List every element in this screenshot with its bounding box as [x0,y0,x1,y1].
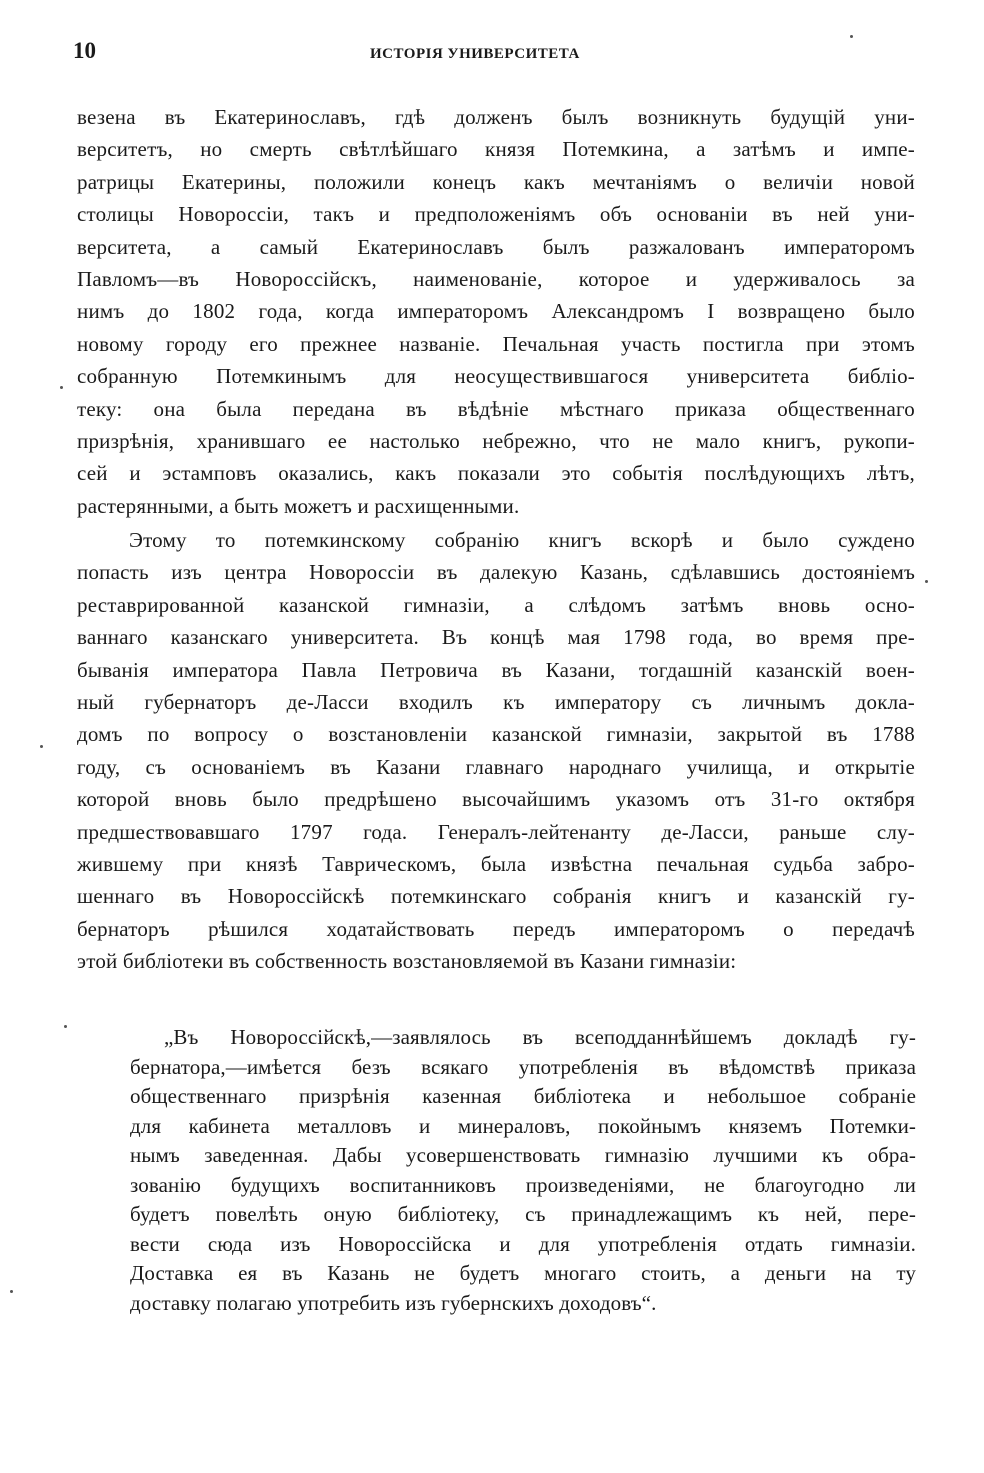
text-line: сей и эстамповъ оказались, какъ показали это событія послѣдующихъ лѣтъ, [77,461,915,486]
text-line: нимъ до 1802 года, когда императоромъ Александромъ I возвращено было [77,299,915,324]
text-line: бернаторъ рѣшился ходатайствовать передъ императоромъ о передачѣ [77,916,915,941]
text-line: домъ по вопросу о возстановленіи казанской гимназіи, закрытой въ 1788 [77,722,915,747]
quote-line: нымъ заведенная. Дабы усовершенствовать гимназію лучшими къ обра- [130,1143,916,1167]
text-line: собранную Потемкинымъ для неосуществившагося университета библіо- [77,364,915,389]
scan-speck [925,580,928,583]
text-line: ратрицы Екатерины, положили конецъ какъ мечтаніямъ о величіи новой [77,169,915,194]
scan-speck [60,386,63,389]
text-line: теку: она была передана въ вѣдѣніе мѣстнаго приказа общественнаго [77,396,915,421]
quote-line: Доставка ея въ Казань не будетъ многаго стоить, а деньги на ту [130,1261,916,1285]
text-line: этой библіотеки въ собственность возстановляемой въ Казани гимназіи: [77,949,737,974]
quote-line: „Въ Новороссійскѣ,—заявлялось въ всеподданнѣйшемъ докладѣ гу- [164,1025,916,1049]
text-line: верситета, а самый Екатеринославъ былъ разжалованъ императоромъ [77,234,915,259]
scan-speck [850,35,853,38]
text-line: ваннаго казанскаго университета. Въ концѣ мая 1798 года, во время пре- [77,625,915,650]
text-line: призрѣнія, хранившаго ее настолько небрежно, что не мало книгъ, рукопи- [77,428,915,453]
text-line: новому городу его прежнее названіе. Печальная участь постигла при этомъ [77,331,915,356]
running-title: ИСТОРІЯ УНИВЕРСИТЕТА [370,46,580,62]
text-line: растерянными, а быть можетъ и расхищенными. [77,493,520,518]
text-line: везена въ Екатеринославъ, гдѣ долженъ былъ возникнуть будущій уни- [77,105,915,129]
scan-speck [10,1290,13,1293]
text-line: столицы Новороссіи, такъ и предположеніямъ объ основаніи въ ней уни- [77,202,915,227]
quote-line: доставку полагаю употребить изъ губернскихъ доходовъ“. [130,1290,657,1315]
text-line: реставрированной казанской гимназіи, а слѣдомъ затѣмъ вновь осно- [77,592,915,617]
text-line: которой вновь было предрѣшено высочайшимъ указомъ отъ 31-го октября [77,787,915,812]
text-line: жившему при князѣ Таврическомъ, была извѣстна печальная судьба забро- [77,851,915,876]
text-line: быванія императора Павла Петровича въ Казани, тогдашній казанскій воен- [77,657,915,682]
text-line: Павломъ—въ Новороссійскъ, наименованіе, которое и удерживалось за [77,266,915,291]
scan-speck [64,1025,67,1028]
paragraph-1 [77,101,915,522]
quote-line: бернатора,—имѣется безъ всякаго употребленія въ вѣдомствѣ приказа [130,1054,916,1079]
text-line: верситетъ, но смерть свѣтлѣйшаго князя Потемкина, а затѣмъ и импе- [77,137,915,162]
page-number: 10 [73,38,96,63]
paragraph-2 [77,524,915,977]
block-quote [130,1023,916,1318]
text-line: предшествовавшаго 1797 года. Генералъ-лейтенанту де-Ласси, раньше слу- [77,819,915,844]
quote-line: будетъ повелѣть оную библіотеку, съ принадлежащимъ къ ней, пере- [130,1202,916,1226]
text-line: ный губернаторъ де-Ласси входилъ къ императору съ личнымъ докла- [77,689,915,714]
text-line: шеннаго въ Новороссійскѣ потемкинскаго собранія книгъ и казанскій гу- [77,884,915,909]
quote-line: зованію будущихъ воспитанниковъ произведеніями, не благоугодно ли [130,1172,916,1197]
text-line: Этому то потемкинскому собранію книгъ вскорѣ и было суждено [129,528,915,552]
text-line: году, съ основаніемъ въ Казани главнаго народнаго училища, и открытіе [77,754,915,779]
text-line: попасть изъ центра Новороссіи въ далекую Казань, сдѣлавшись достояніемъ [77,560,915,585]
quote-line: вести сюда изъ Новороссійска и для употребленія отдать гимназіи. [130,1231,916,1256]
quote-line: для кабинета металловъ и минераловъ, покойнымъ княземъ Потемки- [130,1113,916,1138]
quote-line: общественнаго призрѣнія казенная библіотека и небольшое собраніе [130,1084,916,1108]
scan-speck [40,745,43,748]
